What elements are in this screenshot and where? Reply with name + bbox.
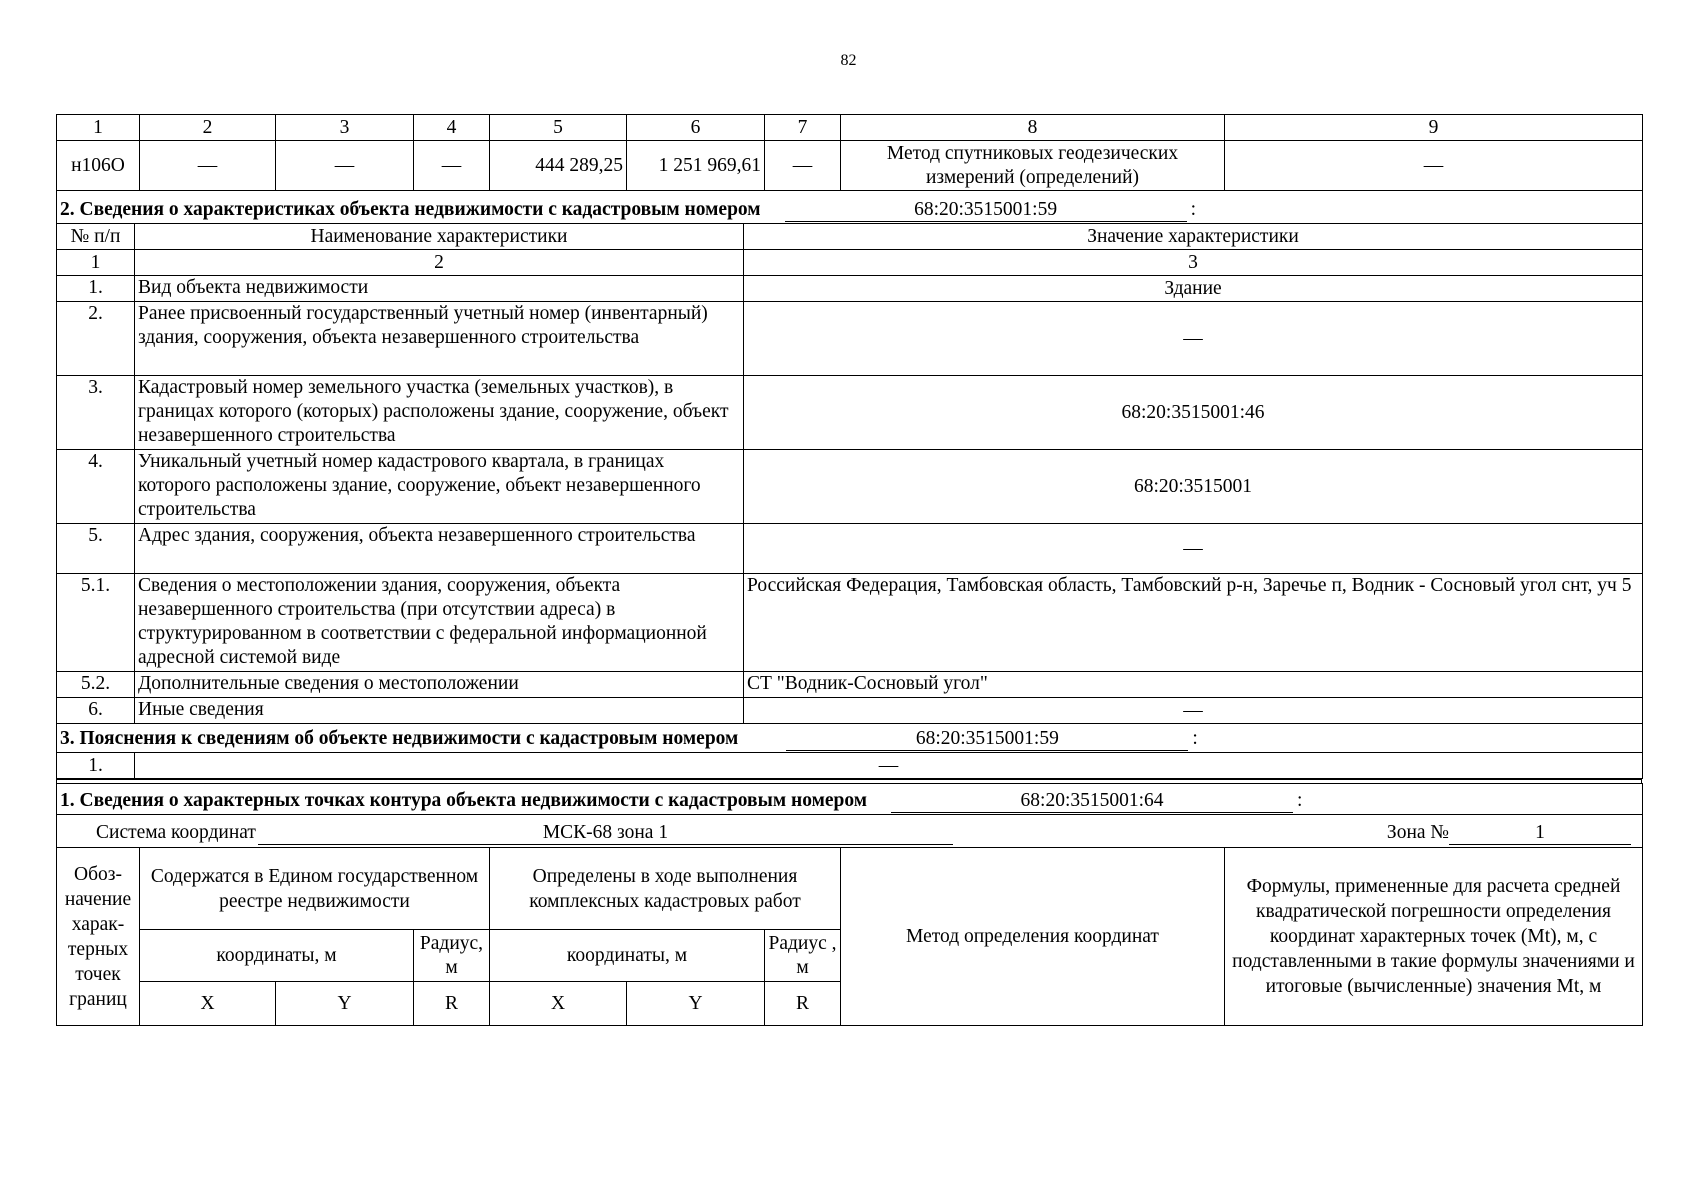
table-row <box>57 302 1643 376</box>
colon: : <box>1190 199 1197 220</box>
header-r: R <box>765 982 841 1026</box>
header-value: Значение характеристики <box>744 224 1643 250</box>
section3-title-row <box>57 724 1643 753</box>
header-coords: координаты, м <box>490 930 765 982</box>
col-number: 6 <box>627 115 765 141</box>
cell-dash: — <box>276 141 414 191</box>
row-num: 3. <box>57 376 135 450</box>
zone-value: 1 <box>1449 822 1631 845</box>
coord-system-label: Система координат <box>96 822 256 843</box>
header-num: № п/п <box>57 224 135 250</box>
row-name: Уникальный учетный номер кадастрового квартала, в границах которого расположены здание, сооружение, объект незавершенного строительства <box>135 450 744 524</box>
header-egrn: Содержатся в Едином государственном реестре недвижимости <box>140 848 490 930</box>
col-number: 5 <box>490 115 627 141</box>
header-radius: Радиус , м <box>765 930 841 982</box>
row-name: Адрес здания, сооружения, объекта незавершенного строительства <box>135 524 744 574</box>
row-num: 6. <box>57 698 135 724</box>
row-num: 1. <box>57 753 135 779</box>
cell-dash: — <box>140 141 276 191</box>
header-x: X <box>140 982 276 1026</box>
header-designation: Обоз- начение харак- терных точек границ <box>57 848 140 1026</box>
col-number: 1 <box>57 115 140 141</box>
table-row <box>57 574 1643 672</box>
table-row <box>57 753 1643 779</box>
section2-cadastral-number: 68:20:3515001:59 <box>785 199 1187 222</box>
row-name: Кадастровый номер земельного участка (земельных участков), в границах которого (которых) расположены здание, сооружение, объект незавершенного строительства <box>135 376 744 450</box>
document-body <box>56 114 1642 1026</box>
zone-label: Зона № <box>1386 822 1450 843</box>
header-formulas: Формулы, примененные для расчета средней квадратической погрешности определения координат характерных точек (Mt), м, с подставленными в такие формулы значениями и итоговые (вычисленные) значения Mt, м <box>1225 848 1643 1026</box>
col-number: 7 <box>765 115 841 141</box>
section1b-title: 1. Сведения о характерных точках контура объекта недвижимости с кадастровым номером <box>60 790 868 811</box>
col-number: 1 <box>57 250 135 276</box>
row-name: Ранее присвоенный государственный учетный номер (инвентарный) здания, сооружения, объекта незавершенного строительства <box>135 302 744 376</box>
points-table-continued <box>56 114 1643 191</box>
table-row <box>57 450 1643 524</box>
row-value: 68:20:3515001:46 <box>744 376 1643 450</box>
page-number: 82 <box>840 52 857 69</box>
table-row <box>57 376 1643 450</box>
table-row <box>57 524 1643 574</box>
header-r: R <box>414 982 490 1026</box>
coord-y: 1 251 969,61 <box>627 141 765 191</box>
row-name: Иные сведения <box>135 698 744 724</box>
header-kkr: Определены в ходе выполнения комплексных кадастровых работ <box>490 848 841 930</box>
colon: : <box>1297 790 1303 811</box>
table-row <box>57 672 1643 698</box>
row-value: — <box>744 302 1643 376</box>
col-number: 4 <box>414 115 490 141</box>
row-value: — <box>744 698 1643 724</box>
cell-dash: — <box>414 141 490 191</box>
colon: : <box>1192 728 1198 749</box>
section2-header-row <box>57 224 1643 250</box>
col-number: 3 <box>276 115 414 141</box>
row-num: 5. <box>57 524 135 574</box>
section3-cadastral-number: 68:20:3515001:59 <box>786 728 1188 751</box>
header-coords: координаты, м <box>140 930 414 982</box>
row-num: 2. <box>57 302 135 376</box>
column-number-row <box>57 115 1643 141</box>
row-num: 4. <box>57 450 135 524</box>
cell-dash: — <box>765 141 841 191</box>
coord-system-row <box>57 815 1643 848</box>
table-row <box>57 698 1643 724</box>
section2-title: 2. Сведения о характеристиках объекта недвижимости с кадастровым номером <box>60 199 761 220</box>
row-value: Здание <box>744 276 1643 302</box>
row-name: Сведения о местоположении здания, сооружения, объекта незавершенного строительства (при отсутствии адреса) в структурированном в соответствии с федеральной информационной адресной системой виде <box>135 574 744 672</box>
coord-x: 444 289,25 <box>490 141 627 191</box>
table-row <box>57 141 1643 191</box>
section3-title: 3. Пояснения к сведениям об объекте недвижимости с кадастровым номером <box>60 728 739 749</box>
header-row-1 <box>57 848 1643 930</box>
header-x: X <box>490 982 627 1026</box>
point-designation: н106О <box>57 141 140 191</box>
section1b-table <box>56 783 1643 1026</box>
section1b-title-row <box>57 784 1643 815</box>
header-y: Y <box>627 982 765 1026</box>
col-number: 3 <box>744 250 1643 276</box>
section1b-cadastral-number: 68:20:3515001:64 <box>891 790 1293 813</box>
row-value: — <box>135 753 1643 779</box>
coord-system-value: МСК-68 зона 1 <box>258 822 953 845</box>
col-number: 2 <box>135 250 744 276</box>
section2-title-row <box>57 191 1643 224</box>
table-row <box>57 276 1643 302</box>
row-name: Вид объекта недвижимости <box>135 276 744 302</box>
section2-colnum-row <box>57 250 1643 276</box>
section2-table <box>56 191 1643 779</box>
header-y: Y <box>276 982 414 1026</box>
col-number: 9 <box>1225 115 1643 141</box>
row-num: 1. <box>57 276 135 302</box>
row-value: — <box>744 524 1643 574</box>
row-num: 5.1. <box>57 574 135 672</box>
header-method: Метод определения координат <box>841 848 1225 1026</box>
row-name: Дополнительные сведения о местоположении <box>135 672 744 698</box>
row-value: СТ "Водник-Сосновый угол" <box>744 672 1643 698</box>
col-number: 2 <box>140 115 276 141</box>
col-number: 8 <box>841 115 1225 141</box>
header-radius: Радиус, м <box>414 930 490 982</box>
header-name: Наименование характеристики <box>135 224 744 250</box>
row-num: 5.2. <box>57 672 135 698</box>
method-cell: Метод спутниковых геодезических измерений (определений) <box>841 141 1225 191</box>
cell-dash: — <box>1225 141 1643 191</box>
row-value: 68:20:3515001 <box>744 450 1643 524</box>
row-value: Российская Федерация, Тамбовская область, Тамбовский р-н, Заречье п, Водник - Сосновый угол снт, уч 5 <box>744 574 1643 672</box>
